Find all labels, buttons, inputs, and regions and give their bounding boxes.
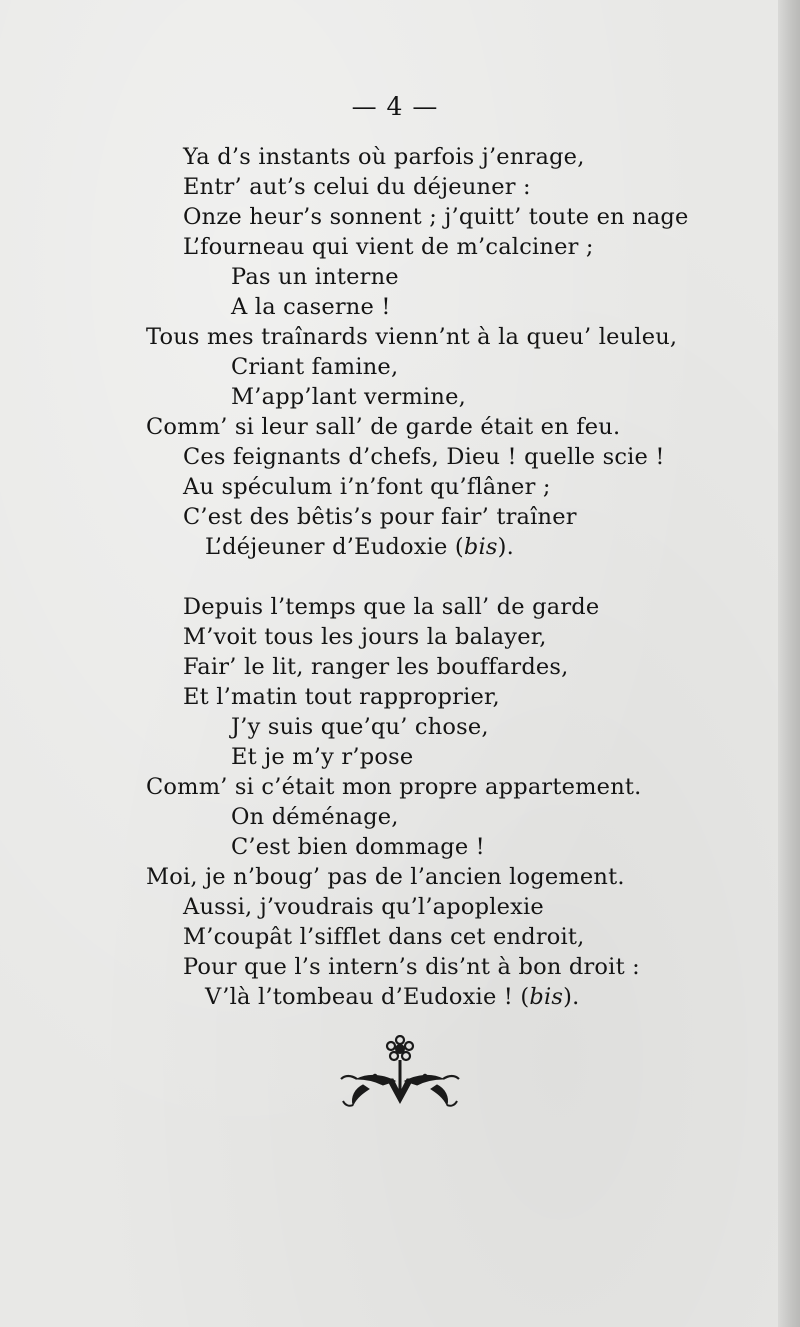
verse-line: On déménage, — [231, 804, 399, 830]
verse-line: Criant famine, — [231, 354, 399, 380]
page-edge-shadow — [778, 0, 800, 1327]
flower-icon — [387, 1036, 413, 1060]
verse-line: C’est des bêtis’s pour fair’ traîner — [183, 504, 577, 530]
verse-line: Et je m’y r’pose — [231, 744, 414, 770]
verse-line: Au spéculum i’n’font qu’flâner ; — [183, 474, 551, 500]
verse-line: L’fourneau qui vient de m’calciner ; — [183, 234, 594, 260]
verse-line: C’est bien dommage ! — [231, 834, 485, 860]
verse-line: Pour que l’s intern’s dis’nt à bon droit : — [183, 954, 640, 980]
verse-line: Moi, je n’boug’ pas de l’ancien logement. — [146, 864, 625, 890]
verse-line: Fair’ le lit, ranger les bouffardes, — [183, 654, 569, 680]
verse-line: Pas un interne — [231, 264, 399, 290]
verse-line: A la caserne ! — [231, 294, 391, 320]
page-number: — 4 — — [351, 92, 439, 121]
verse-line: Et l’matin tout rapproprier, — [183, 684, 500, 710]
verse-line: Ces feignants d’chefs, Dieu ! quelle scie ! — [183, 444, 665, 470]
verse-line: Comm’ si c’était mon propre appartement. — [146, 774, 642, 800]
verse-line: Comm’ si leur sall’ de garde était en feu. — [146, 414, 621, 440]
verse-line: J’y suis que’qu’ chose, — [231, 714, 489, 740]
verse-line: M’coupât l’sifflet dans cet endroit, — [183, 924, 585, 950]
floral-ornament-icon — [335, 1035, 465, 1115]
verse-line: Ya d’s instants où parfois j’enrage, — [183, 144, 585, 170]
verse-line: V’là l’tombeau d’Eudoxie ! (bis). — [205, 984, 580, 1010]
verse-line: M’app’lant vermine, — [231, 384, 466, 410]
verse-line: Entr’ aut’s celui du déjeuner : — [183, 174, 531, 200]
verse-line: Onze heur’s sonnent ; j’quitt’ toute en nage — [183, 204, 689, 230]
verse-line: Tous mes traînards vienn’nt à la queu’ leuleu, — [146, 324, 678, 350]
verse-line: L’déjeuner d’Eudoxie (bis). — [205, 534, 514, 560]
verse-line: M’voit tous les jours la balayer, — [183, 624, 547, 650]
verse-line: Depuis l’temps que la sall’ de garde — [183, 594, 600, 620]
verse-line: Aussi, j’voudrais qu’l’apoplexie — [183, 894, 544, 920]
